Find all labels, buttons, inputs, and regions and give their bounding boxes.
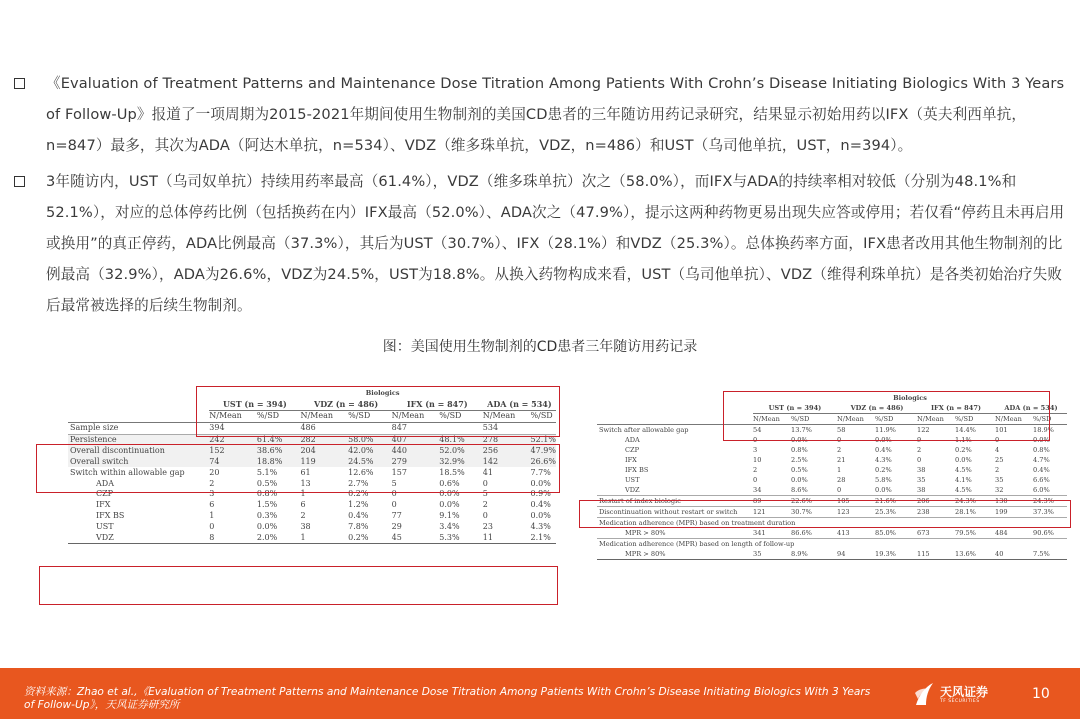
- subheader-cell: N/Mean: [837, 414, 875, 425]
- group-title: Biologics: [365, 389, 400, 398]
- table-cell: 0.8%: [1033, 446, 1050, 454]
- table-cell: 0.2%: [348, 533, 392, 544]
- table-cell: 32: [995, 485, 1033, 496]
- table-cell: 0: [391, 500, 397, 510]
- table-cell: 0: [482, 511, 488, 521]
- table-cell: 38: [300, 522, 311, 532]
- table-cell: 28: [837, 476, 846, 484]
- table-row: [68, 434, 556, 445]
- table-cell: 9: [917, 436, 922, 444]
- table-cell: 25: [995, 456, 1004, 464]
- table-cell: 61: [300, 467, 311, 477]
- table-cell: 47.9%: [530, 445, 556, 455]
- table-row: [597, 528, 1067, 539]
- table-cell: 29: [391, 522, 402, 532]
- row-label: MPR > 80%: [597, 528, 753, 539]
- table-cell: 4.5%: [955, 485, 995, 496]
- table-cell: 440: [392, 445, 440, 456]
- table-cell: 2: [837, 446, 842, 454]
- table-cell: 0.3%: [256, 511, 278, 521]
- table-cell: 13.6%: [955, 549, 995, 560]
- table-cell: 2: [995, 466, 1000, 474]
- table-cell: 122: [917, 425, 955, 436]
- table-cell: 4.3%: [530, 522, 551, 532]
- table-row: [68, 522, 556, 533]
- table-cell: 157: [391, 467, 407, 477]
- table-cell: 6.6%: [1033, 476, 1050, 484]
- table-cell: 6: [209, 500, 215, 510]
- table-cell: 0: [837, 485, 875, 496]
- table-cell: 486: [300, 422, 348, 434]
- corner-cell: [597, 403, 753, 414]
- table-cell: 105: [837, 496, 875, 507]
- subheader-row: [597, 414, 1067, 425]
- table-cell: 0.0%: [791, 436, 808, 444]
- table-cell: 2.1%: [531, 533, 556, 544]
- table-cell: 24.5%: [348, 456, 392, 467]
- table-cell: 0.2%: [875, 466, 892, 474]
- table-cell: 1.1%: [955, 436, 972, 444]
- table-row: [597, 475, 1067, 485]
- table-cell: 5: [482, 489, 488, 499]
- table-cell: 5: [391, 478, 397, 488]
- table-cell: 40: [995, 549, 1033, 560]
- group-title: Biologics: [893, 394, 927, 402]
- table-cell: 407: [392, 434, 440, 445]
- corner-cell: [597, 393, 753, 403]
- table-cell: 54: [753, 425, 791, 436]
- table-cell: 0.2%: [955, 446, 972, 454]
- table-cell: 0.5%: [256, 478, 278, 488]
- table-cell: 21: [837, 456, 846, 464]
- subheader-cell: N/Mean: [483, 410, 531, 422]
- row-label: IFX BS: [625, 466, 649, 474]
- table-cell: 278: [483, 434, 531, 445]
- subheader-cell: %/SD: [257, 410, 301, 422]
- row-label: Medication adherence (MPR) based on treatment duration: [599, 519, 796, 527]
- table-cell: 119: [300, 456, 348, 467]
- table-cell: 61.4%: [257, 434, 301, 445]
- table-cell: 2: [209, 478, 215, 488]
- table-cell: 24.3%: [1033, 496, 1067, 507]
- left-table: [68, 388, 556, 544]
- row-label: Overall discontinuation: [68, 445, 209, 456]
- table-cell: 3.4%: [439, 522, 460, 532]
- table-cell: 7.7%: [530, 467, 551, 477]
- drug-group-header: ADA (n = 534): [995, 403, 1067, 414]
- table-cell: 11: [483, 533, 531, 544]
- table-row: [597, 445, 1067, 455]
- source-line: of Follow-Up》，天风证券研究所: [24, 699, 180, 711]
- table-cell: 394: [209, 422, 257, 434]
- table-cell: 12.6%: [348, 467, 374, 477]
- row-label: Sample size: [68, 422, 209, 434]
- table-cell: 14.4%: [955, 425, 995, 436]
- table-cell: 0: [995, 436, 1000, 444]
- drug-group-header: VDZ (n = 486): [300, 399, 391, 410]
- table-cell: 89: [753, 496, 791, 507]
- drug-group-header: UST (n = 394): [209, 399, 300, 410]
- table-row: [68, 533, 556, 544]
- drug-group-header: ADA (n = 534): [483, 399, 556, 410]
- page-number: 10: [1032, 686, 1050, 702]
- table-cell: 1.2%: [348, 500, 369, 510]
- table-cell: 279: [392, 456, 440, 467]
- table-cell: 0.0%: [439, 500, 460, 510]
- table-cell: 0.2%: [348, 489, 369, 499]
- row-label: VDZ: [597, 485, 753, 496]
- table-row: [68, 456, 556, 467]
- table-cell: 0: [837, 436, 842, 444]
- row-label: UST: [96, 522, 114, 532]
- table-row: [597, 455, 1067, 465]
- table-cell: 0.0%: [530, 478, 551, 488]
- table-cell: 673: [917, 528, 955, 539]
- table-cell: 2: [917, 446, 922, 454]
- table-cell: 242: [209, 434, 257, 445]
- row-label: Persistence: [68, 434, 209, 445]
- table-cell: 74: [209, 456, 257, 467]
- table-cell: 115: [917, 549, 955, 560]
- table-cell: 23: [482, 522, 493, 532]
- row-label: ADA: [96, 478, 114, 488]
- table-cell: 0.0%: [1033, 436, 1050, 444]
- subheader-cell: N/Mean: [917, 414, 955, 425]
- source-citation: [24, 686, 870, 712]
- subheader-cell: N/Mean: [995, 414, 1033, 425]
- table-cell: 5.3%: [439, 533, 483, 544]
- table-cell: 26.6%: [530, 456, 556, 466]
- corner-cell: [68, 399, 209, 410]
- bullet-item: [14, 68, 1074, 161]
- row-label: Medication adherence (MPR) based on length of follow-up: [599, 540, 795, 548]
- table-cell: 45: [392, 533, 440, 544]
- table-cell: 0.4%: [875, 446, 892, 454]
- table-cell: 0.8%: [256, 489, 278, 499]
- table-cell: 0.6%: [439, 478, 460, 488]
- table-cell: 142: [483, 456, 531, 467]
- table-cell: 58.0%: [348, 434, 392, 445]
- table-cell: 3: [753, 446, 758, 454]
- table-cell: 0.4%: [530, 500, 551, 510]
- table-cell: 256: [483, 445, 531, 456]
- table-cell: 41: [482, 467, 493, 477]
- table-cell: 0: [209, 522, 215, 532]
- subheader-cell: N/Mean: [753, 414, 791, 425]
- table-cell: 34: [753, 485, 791, 496]
- table-cell: 0.0%: [791, 476, 808, 484]
- table-row: [597, 539, 1067, 550]
- table-cell: 19.3%: [875, 549, 917, 560]
- row-label: Switch after allowable gap: [597, 425, 753, 436]
- table-cell: 484: [995, 528, 1033, 539]
- table-cell: 2: [300, 511, 306, 521]
- row-label: IFX BS: [96, 511, 125, 521]
- table-cell: 52.1%: [530, 435, 556, 444]
- subheader-cell: %/SD: [955, 414, 995, 425]
- table-cell: 24.3%: [955, 496, 995, 507]
- logo-subtext: TF SECURITIES: [940, 699, 980, 704]
- table-cell: 6: [300, 500, 306, 510]
- table-row: [68, 467, 556, 478]
- table-cell: 0.4%: [348, 511, 369, 521]
- table-cell: 0.8%: [791, 446, 808, 454]
- biologics-header-row: [597, 393, 1067, 403]
- table-cell: 13.7%: [791, 425, 837, 436]
- drug-group-header: IFX (n = 847): [917, 403, 995, 414]
- table-cell: 79.5%: [955, 528, 995, 539]
- table-cell: 85.0%: [875, 528, 917, 539]
- table-cell: 8.9%: [791, 549, 837, 560]
- table-cell: 0.0%: [256, 522, 278, 532]
- table-cell: 2.5%: [791, 456, 808, 464]
- right-table: [597, 393, 1067, 560]
- subheader-cell: %/SD: [531, 410, 556, 422]
- table-cell: 341: [753, 528, 791, 539]
- table-cell: 0: [753, 476, 758, 484]
- table-cell: 48.1%: [439, 434, 483, 445]
- table-row: [68, 422, 556, 434]
- bullet-list: [14, 68, 1074, 321]
- table-cell: 35: [917, 476, 926, 484]
- table-cell: 2: [482, 500, 488, 510]
- table-cell: 4.1%: [955, 476, 972, 484]
- table-cell: 847: [392, 422, 440, 434]
- table-cell: 0: [391, 489, 397, 499]
- source-line: 资料来源：Zhao et al.,《Evaluation of Treatment Patterns and Maintenance Dose Titration Among Patients With Crohn’s Disease Initiating Biologics With 3 Years: [24, 686, 871, 698]
- table-row: [597, 496, 1067, 507]
- tf-logo-icon: [913, 681, 935, 707]
- table-cell: 1: [300, 489, 306, 499]
- table-cell: 1: [300, 533, 348, 544]
- table-cell: 0.0%: [875, 485, 917, 496]
- table-cell: 38: [917, 466, 926, 474]
- table-cell: 42.0%: [348, 445, 392, 456]
- table-cell: 2.7%: [348, 478, 369, 488]
- table-cell: 0: [917, 456, 922, 464]
- table-row: [597, 549, 1067, 560]
- table-cell: 1: [209, 511, 215, 521]
- table-cell: 9.1%: [439, 511, 460, 521]
- table-cell: 22.6%: [791, 496, 837, 507]
- table-cell: 152: [209, 445, 257, 456]
- table-cell: 58: [837, 425, 875, 436]
- table-cell: 8: [209, 533, 257, 544]
- square-bullet-icon: [14, 78, 25, 89]
- row-label: VDZ: [68, 533, 209, 544]
- table-cell: [348, 422, 392, 434]
- drug-group-header: VDZ (n = 486): [837, 403, 917, 414]
- table-cell: 2: [753, 466, 758, 474]
- table-row: [68, 489, 556, 500]
- table-cell: 21.6%: [875, 496, 917, 507]
- subheader-cell: %/SD: [875, 414, 917, 425]
- table-cell: 90.6%: [1033, 528, 1067, 539]
- table-row: [597, 485, 1067, 496]
- table-cell: 1.5%: [256, 500, 278, 510]
- table-cell: 0.4%: [1033, 466, 1050, 474]
- table-row: [68, 478, 556, 489]
- footer-bar: [0, 668, 1080, 719]
- table-cell: 6.0%: [1033, 485, 1067, 496]
- table-cell: 0.0%: [875, 436, 892, 444]
- table-cell: 204: [300, 445, 348, 456]
- bullet-item: [14, 166, 1074, 321]
- row-label: UST: [625, 476, 640, 484]
- row-label: Discontinuation without restart or switch: [597, 507, 753, 518]
- table-cell: 86.6%: [791, 528, 837, 539]
- subheader-cell: N/Mean: [392, 410, 440, 422]
- table-cell: 121: [753, 507, 791, 518]
- table-cell: [531, 422, 556, 434]
- table-cell: 199: [995, 507, 1033, 518]
- table-cell: [257, 422, 301, 434]
- table-cell: 123: [837, 507, 875, 518]
- drug-header-row: [597, 403, 1067, 414]
- table-cell: [439, 422, 483, 434]
- table-row: [597, 507, 1067, 518]
- subheader-cell: %/SD: [1033, 414, 1067, 425]
- table-cell: 413: [837, 528, 875, 539]
- drug-group-header: UST (n = 394): [753, 403, 837, 414]
- table-cell: 25.3%: [875, 507, 917, 518]
- table-cell: 238: [917, 507, 955, 518]
- corner-cell: [597, 414, 753, 425]
- row-label: CZP: [96, 489, 114, 499]
- table-cell: 94: [837, 549, 875, 560]
- row-label: IFX: [96, 500, 111, 510]
- table-row: [597, 435, 1067, 445]
- table-cell: 4.3%: [875, 456, 892, 464]
- table-cell: 13: [300, 478, 311, 488]
- table-cell: 206: [917, 496, 955, 507]
- subheader-row: [68, 410, 556, 422]
- logo-text: 天风证券: [940, 685, 989, 699]
- row-label: Overall switch: [68, 456, 209, 467]
- table-cell: 77: [391, 511, 402, 521]
- table-cell: 20: [209, 467, 220, 477]
- subheader-cell: N/Mean: [209, 410, 257, 422]
- table-row: [597, 425, 1067, 436]
- table-cell: 130: [995, 496, 1033, 507]
- table-cell: 1: [837, 466, 842, 474]
- row-label: Switch within allowable gap: [70, 467, 185, 477]
- table-cell: 35: [995, 476, 1004, 484]
- table-cell: 11.9%: [875, 425, 917, 436]
- row-label: Restart of index biologic: [597, 496, 753, 507]
- table-cell: 4.5%: [955, 466, 972, 474]
- table-cell: 0.0%: [439, 489, 460, 499]
- table-cell: 18.9%: [1033, 425, 1067, 436]
- row-label: ADA: [625, 436, 640, 444]
- table-cell: 35: [753, 549, 791, 560]
- row-label: IFX: [625, 456, 637, 464]
- drug-group-header: IFX (n = 847): [392, 399, 483, 410]
- table-row: [597, 518, 1067, 529]
- bullet-text: 3年随访内，UST（乌司奴单抗）持续用药率最高（61.4%），VDZ（维多珠单抗）次之（58.0%），而IFX与ADA的持续率相对较低（分别为48.1%和52.1%），对应的总体停药比例（包括换药在内）IFX最高（52.0%）、ADA次之（47.9%），提示这两种药物更易出现失应答或停用；若仅看“停药且未再启用或换用”的真正停药，ADA比例最高（37.3%），其后为UST（30.7%）、IFX（28.1%）和VDZ（25.3%）。总体换药率方面，IFX患者改用其他生物制剂的比例最高（32.9%），ADA为26.6%，VDZ为24.5%，UST为18.8%。从换入药物构成来看，UST（乌司他单抗）、VDZ（维得利珠单抗）是各类初始治疗失败后最常被选择的后续生物制剂。: [46, 173, 1065, 314]
- highlight-box-left-ust-vdz: [39, 566, 558, 605]
- table-cell: 30.7%: [791, 507, 837, 518]
- table-cell: 3: [209, 489, 215, 499]
- row-label: CZP: [625, 446, 640, 454]
- row-label: MPR > 80%: [597, 549, 753, 560]
- square-bullet-icon: [14, 176, 25, 187]
- table-row: [68, 445, 556, 456]
- table-cell: 7.5%: [1033, 549, 1067, 560]
- table-cell: 0.9%: [530, 489, 551, 499]
- table-cell: 0.0%: [530, 511, 551, 521]
- table-cell: 4: [995, 446, 1000, 454]
- drug-header-row: [68, 399, 556, 410]
- table-cell: 10: [753, 456, 762, 464]
- table-cell: 282: [300, 434, 348, 445]
- table-cell: 18.8%: [257, 456, 301, 467]
- biologics-header-row: [68, 388, 556, 399]
- bullet-text: 《Evaluation of Treatment Patterns and Maintenance Dose Titration Among Patients With Crohn’s Disease Initiating Biologics With 3 Years of Follow-Up》报道了一项周期为2015-2021年期间使用生物制剂的美国CD患者的三年随访用药记录研究，结果显示初始用药以IFX（英夫利西单抗，n=847）最多，其次为ADA（阿达木单抗，n=534）、VDZ（维多珠单抗，VDZ，n=486）和UST（乌司他单抗，UST，n=394）。: [46, 75, 1065, 154]
- table-cell: 0.5%: [791, 466, 808, 474]
- table-cell: 18.5%: [439, 467, 465, 477]
- corner-cell: [68, 388, 209, 399]
- table-cell: 52.0%: [439, 445, 483, 456]
- table-cell: 0.0%: [955, 456, 972, 464]
- table-cell: 37.3%: [1033, 507, 1067, 518]
- table-cell: 101: [995, 425, 1033, 436]
- table-cell: 2.0%: [257, 533, 301, 544]
- table-cell: 8.6%: [791, 485, 837, 496]
- table-cell: 38.6%: [257, 445, 301, 456]
- subheader-cell: %/SD: [348, 410, 392, 422]
- table-cell: 0: [753, 436, 758, 444]
- subheader-cell: %/SD: [439, 410, 483, 422]
- tf-logo: [913, 679, 995, 711]
- table-cell: 534: [483, 422, 531, 434]
- table-row: [597, 465, 1067, 475]
- table-cell: 4.7%: [1033, 456, 1050, 464]
- table-row: [68, 500, 556, 511]
- table-cell: 38: [917, 485, 955, 496]
- corner-cell: [68, 410, 209, 422]
- table-cell: 32.9%: [439, 456, 483, 467]
- table-cell: 28.1%: [955, 507, 995, 518]
- table-cell: 7.8%: [348, 522, 369, 532]
- subheader-cell: N/Mean: [300, 410, 348, 422]
- table-cell: 5.1%: [256, 467, 278, 477]
- figure-title: 图：美国使用生物制剂的CD患者三年随访用药记录: [382, 339, 698, 355]
- table-cell: 5.8%: [875, 476, 892, 484]
- table-row: [68, 511, 556, 522]
- table-cell: 0: [482, 478, 488, 488]
- subheader-cell: %/SD: [791, 414, 837, 425]
